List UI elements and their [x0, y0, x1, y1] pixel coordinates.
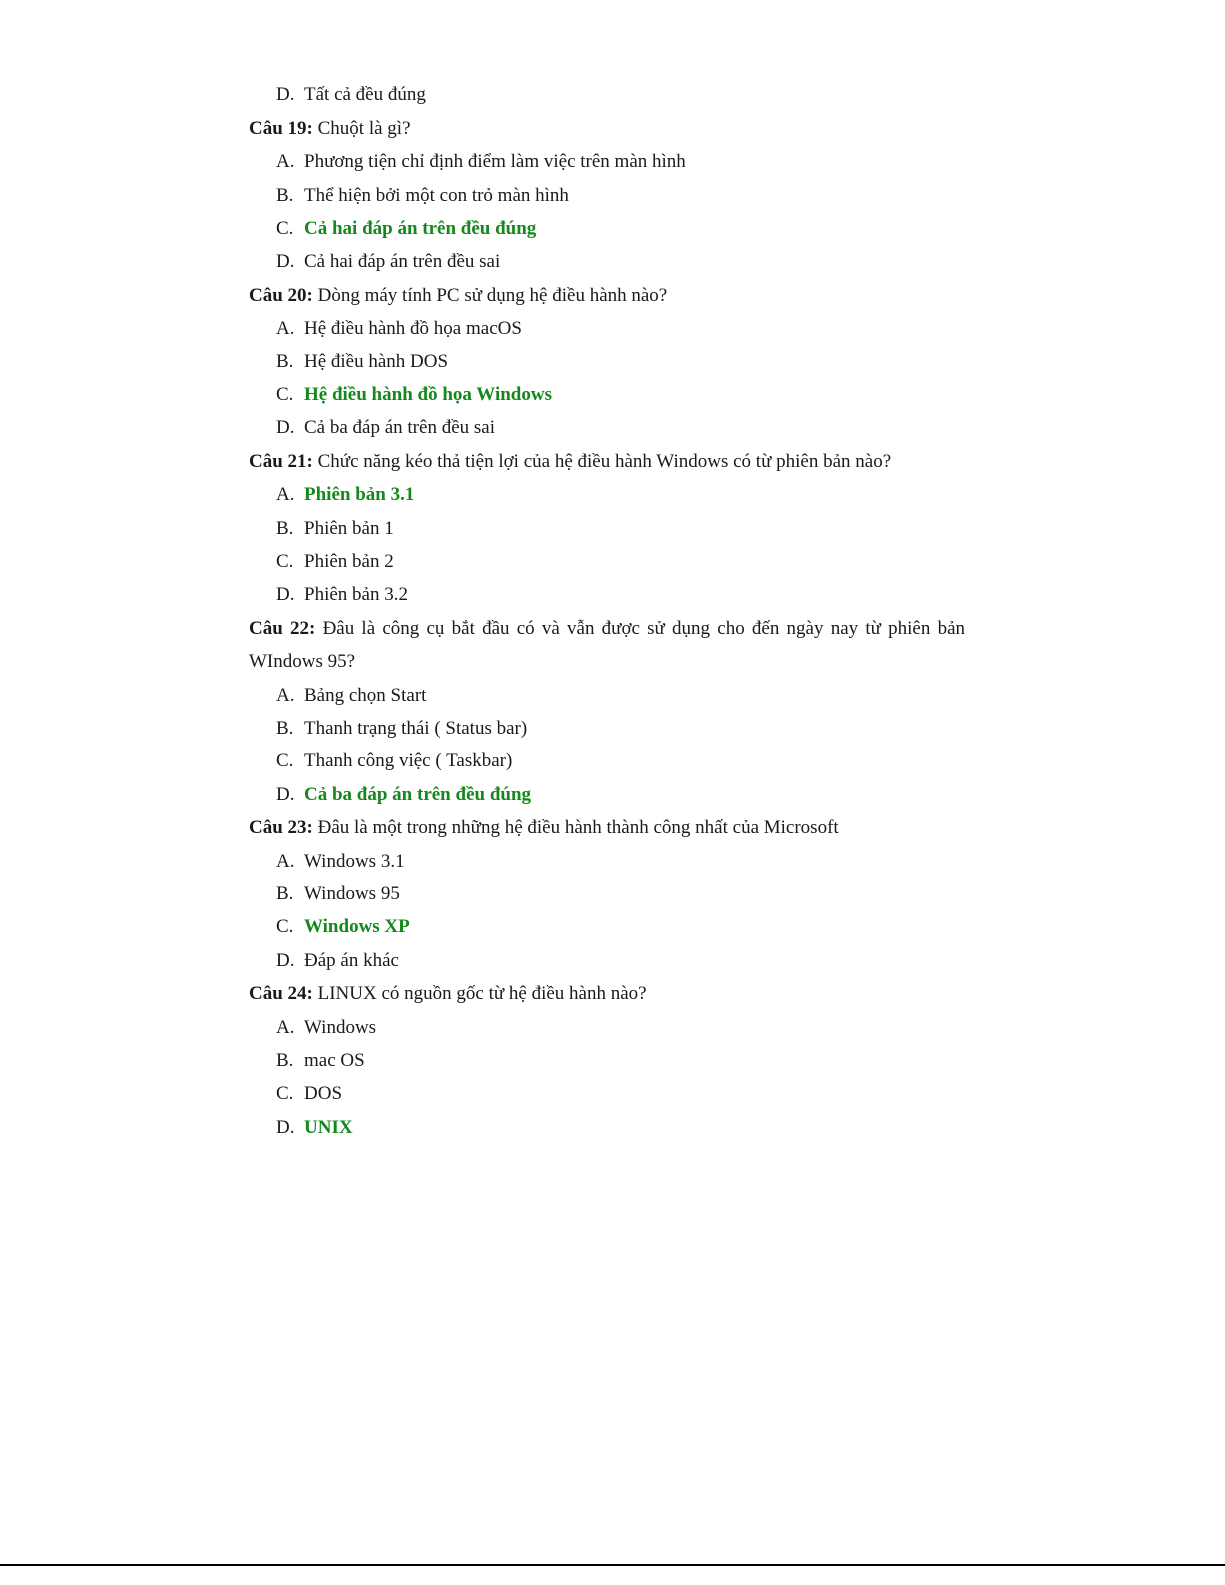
correct-answer-text: Phiên bản 3.1: [304, 484, 415, 505]
option-letter: C.: [276, 750, 294, 771]
option-letter: B.: [276, 883, 294, 904]
option-22-c: [276, 749, 512, 773]
question-text: Chuột là gì?: [317, 118, 411, 139]
option-text: Bảng chọn Start: [304, 685, 427, 706]
correct-answer-text: Windows XP: [304, 916, 410, 937]
question-label: Câu 21:: [249, 451, 313, 472]
option-letter: D.: [276, 417, 295, 438]
option-21-c: [276, 550, 394, 574]
option-20-d: [276, 416, 495, 440]
question-21: [249, 450, 891, 474]
question-label: Câu 19:: [249, 118, 313, 139]
option-letter: A.: [276, 685, 295, 706]
option-letter: B.: [276, 185, 294, 206]
option-21-b: [276, 517, 394, 541]
option-24-b: [276, 1049, 365, 1073]
option-text: Cả hai đáp án trên đều sai: [304, 251, 501, 272]
question-19: [249, 117, 411, 141]
option-text: Cả ba đáp án trên đều sai: [304, 417, 495, 438]
question-22: [249, 617, 965, 641]
question-label: Câu 23:: [249, 817, 313, 838]
option-text: Thanh công việc ( Taskbar): [304, 750, 513, 771]
option-letter: D.: [276, 84, 295, 105]
option-letter: D.: [276, 950, 295, 971]
option-letter: D.: [276, 584, 295, 605]
correct-answer-text: Hệ điều hành đồ họa Windows: [304, 384, 552, 405]
question-20: [249, 284, 667, 308]
option-19-b: [276, 184, 569, 208]
option-22-b: [276, 717, 527, 741]
option-letter: B.: [276, 718, 294, 739]
option-22-a: [276, 684, 426, 708]
option-letter: A.: [276, 484, 295, 505]
option-text: Windows: [304, 1017, 377, 1038]
option-letter: A.: [276, 1017, 295, 1038]
option-letter: A.: [276, 151, 295, 172]
option-text: Hệ điều hành đồ họa macOS: [304, 318, 522, 339]
question-text: Đâu là một trong những hệ điều hành thành công nhất của Microsoft: [317, 817, 839, 838]
option-text: DOS: [304, 1083, 343, 1104]
option-letter: C.: [276, 384, 294, 405]
question-text-continued: WIndows 95?: [249, 651, 356, 672]
question-22-continued: [249, 650, 355, 674]
option-24-a: [276, 1016, 376, 1040]
option-23-c: [276, 915, 410, 939]
option-d-previous: [276, 83, 426, 107]
option-text: Phiên bản 2: [304, 551, 394, 572]
option-19-d: [276, 250, 500, 274]
option-letter: C.: [276, 218, 294, 239]
question-24: [249, 982, 647, 1006]
option-letter: D.: [276, 1117, 295, 1138]
option-letter: D.: [276, 251, 295, 272]
option-text: Đáp án khác: [304, 950, 399, 971]
option-text: Thể hiện bởi một con trỏ màn hình: [304, 185, 569, 206]
option-23-d: [276, 949, 399, 973]
option-22-d: [276, 783, 531, 807]
page-bottom-rule: [0, 1564, 1225, 1566]
question-text: LINUX có nguồn gốc từ hệ điều hành nào?: [317, 983, 647, 1004]
option-letter: D.: [276, 784, 295, 805]
option-text: Thanh trạng thái ( Status bar): [304, 718, 528, 739]
option-23-b: [276, 882, 400, 906]
option-19-a: [276, 150, 686, 174]
question-text: Đâu là công cụ bắt đầu có và vẫn được sử dụng cho đến ngày nay từ phiên bản: [322, 618, 966, 639]
option-letter: C.: [276, 1083, 294, 1104]
option-letter: B.: [276, 351, 294, 372]
option-text: Phiên bản 3.2: [304, 584, 408, 605]
option-letter: C.: [276, 551, 294, 572]
option-23-a: [276, 850, 405, 874]
option-text: Phiên bản 1: [304, 518, 394, 539]
option-letter: A.: [276, 318, 295, 339]
option-24-c: [276, 1082, 342, 1106]
question-label: Câu 20:: [249, 285, 313, 306]
question-text: Chức năng kéo thả tiện lợi của hệ điều hành Windows có từ phiên bản nào?: [317, 451, 892, 472]
option-letter: B.: [276, 518, 294, 539]
option-20-c: [276, 383, 552, 407]
option-text: mac OS: [304, 1050, 365, 1071]
option-text: Phương tiện chỉ định điểm làm việc trên màn hình: [304, 151, 686, 172]
question-text: Dòng máy tính PC sử dụng hệ điều hành nào?: [317, 285, 668, 306]
correct-answer-text: UNIX: [304, 1117, 353, 1138]
option-letter: A.: [276, 851, 295, 872]
correct-answer-text: Cả hai đáp án trên đều đúng: [304, 218, 537, 239]
option-letter: C.: [276, 916, 294, 937]
correct-answer-text: Cả ba đáp án trên đều đúng: [304, 784, 532, 805]
option-20-a: [276, 317, 522, 341]
option-24-d: [276, 1116, 353, 1140]
option-letter: B.: [276, 1050, 294, 1071]
question-label: Câu 24:: [249, 983, 313, 1004]
option-text: Tất cả đều đúng: [304, 84, 426, 105]
option-21-d: [276, 583, 408, 607]
question-label: Câu 22:: [249, 618, 316, 639]
option-20-b: [276, 350, 448, 374]
question-23: [249, 816, 839, 840]
option-text: Hệ điều hành DOS: [304, 351, 449, 372]
option-19-c: [276, 217, 536, 241]
option-text: Windows 95: [304, 883, 400, 904]
option-text: Windows 3.1: [304, 851, 405, 872]
option-21-a: [276, 483, 414, 507]
